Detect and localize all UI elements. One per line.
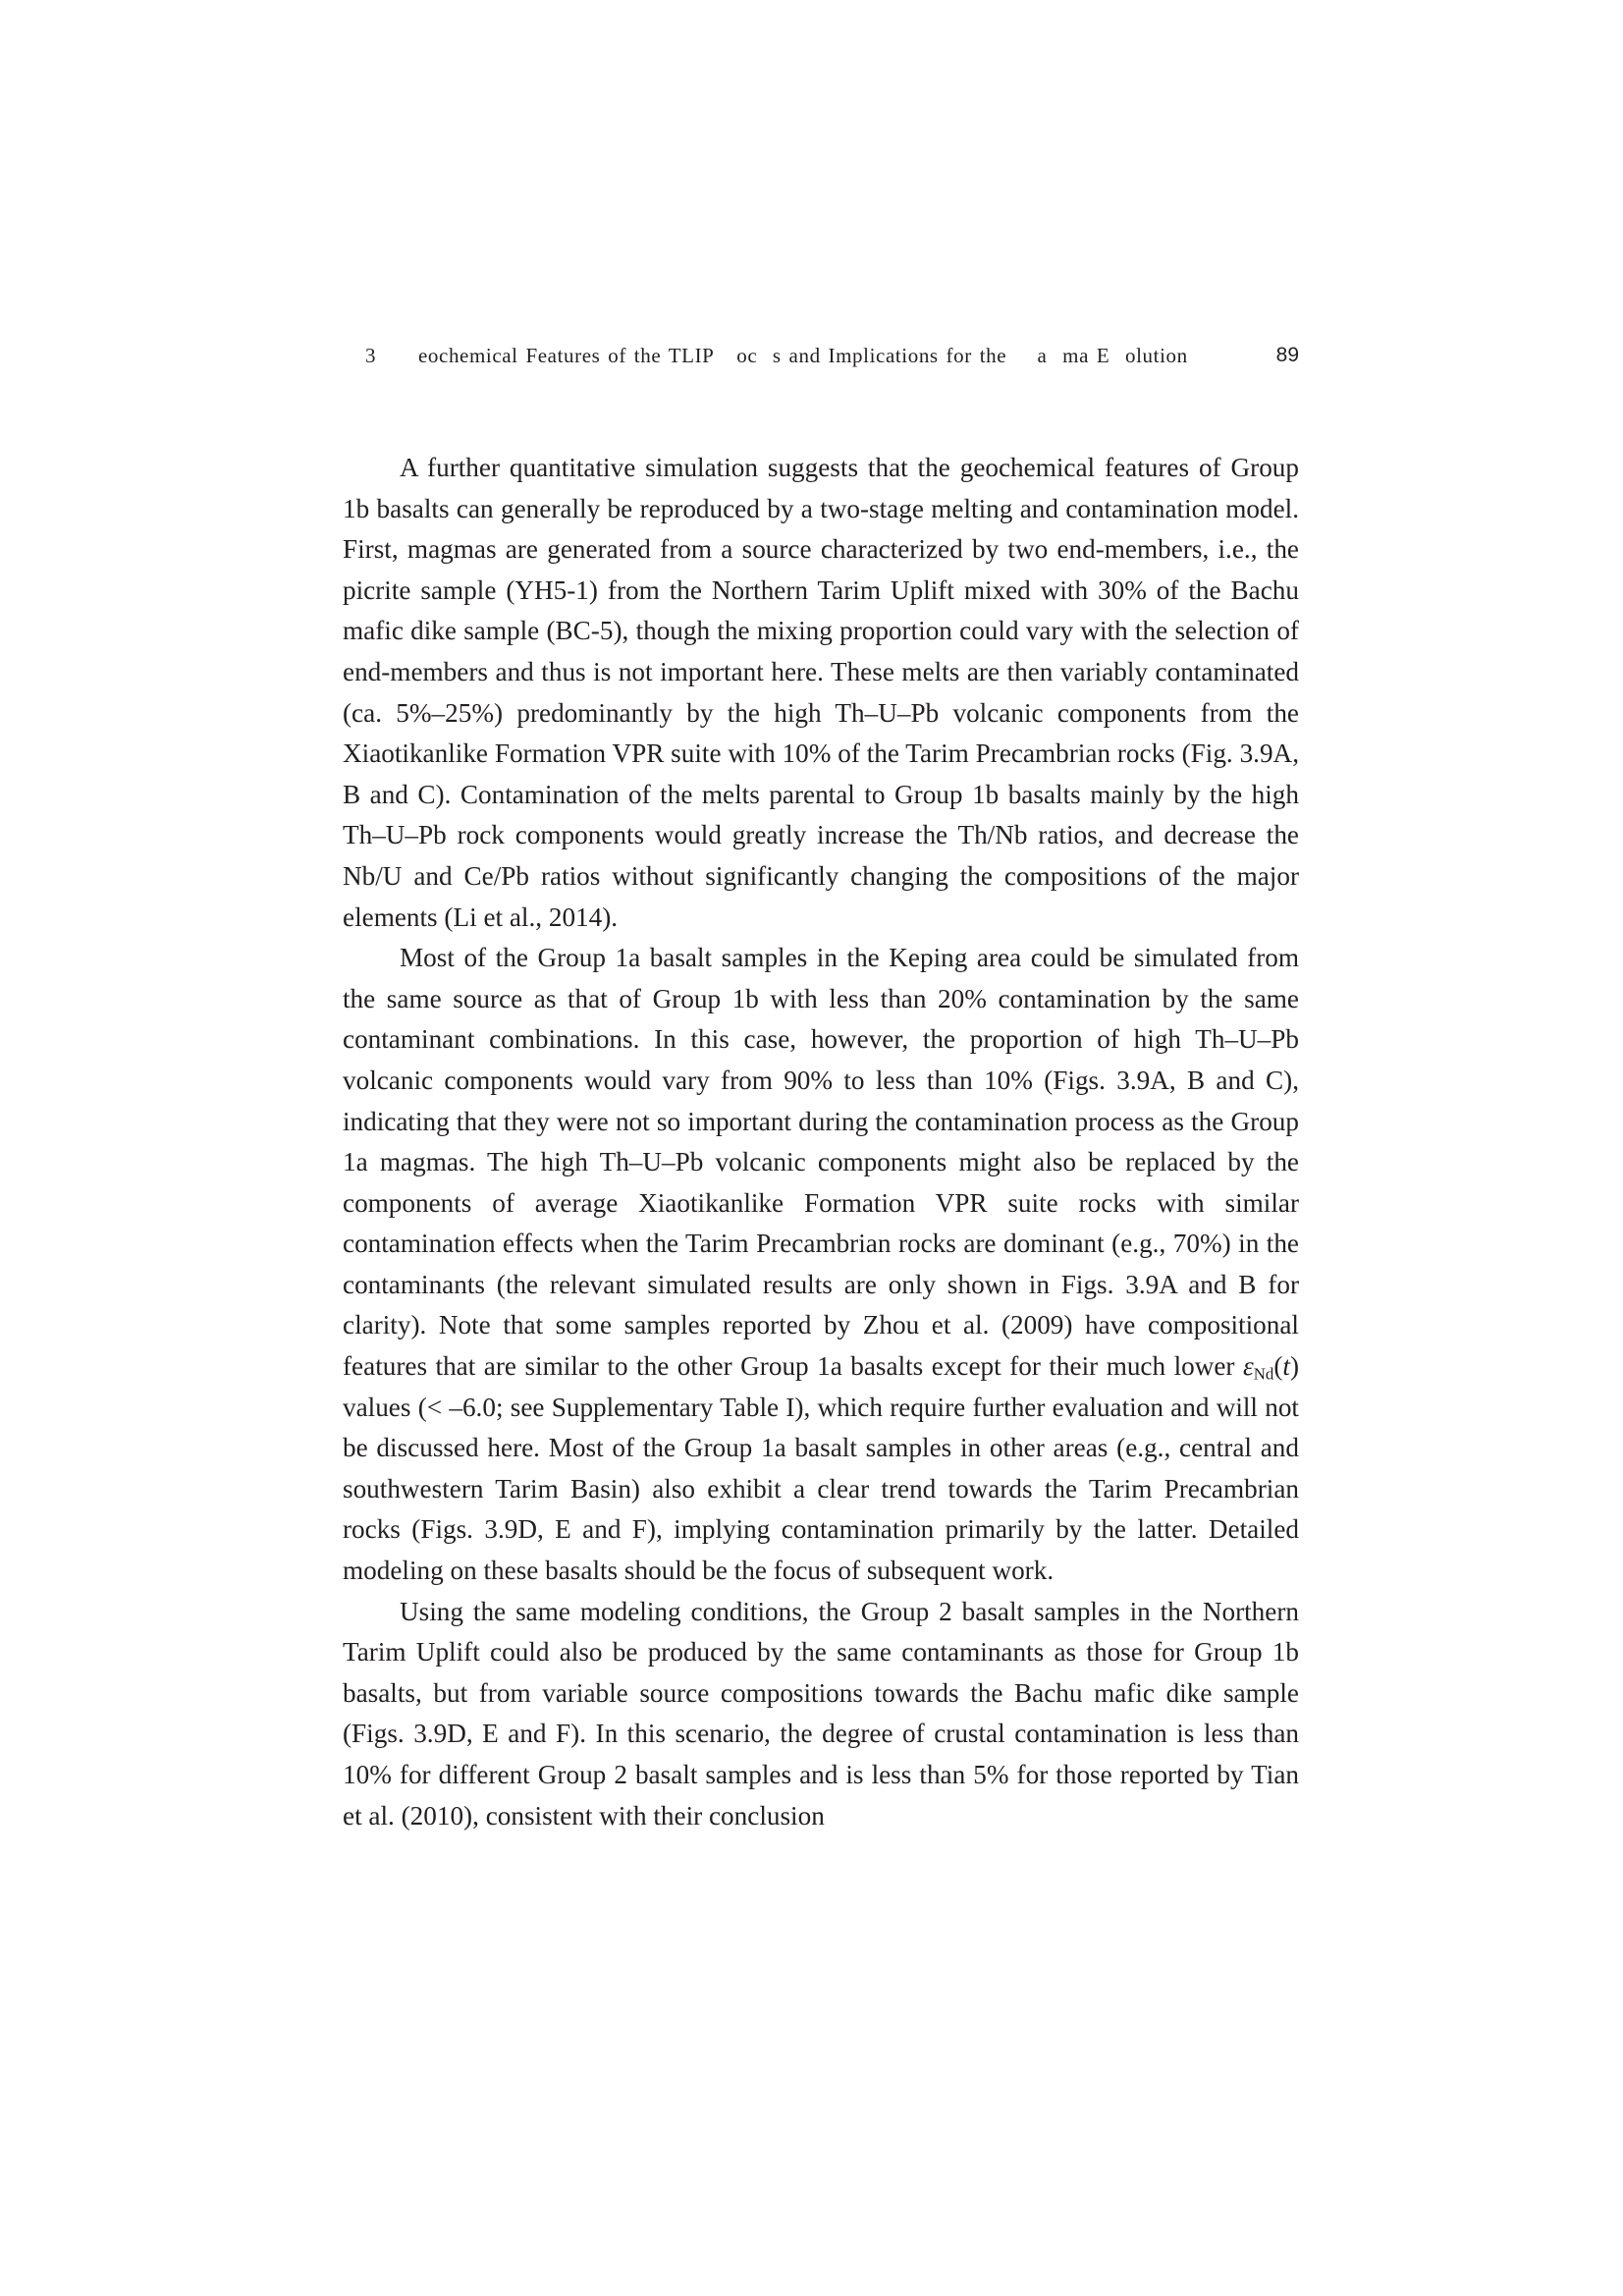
close-paren: ) <box>1289 1351 1299 1382</box>
chapter-number: 3 <box>365 344 376 367</box>
paragraph-group-1a <box>343 938 1299 1592</box>
paragraph-text-segment: Most of the Group 1a basalt samples in the Keping area could be simulated from the same source as that of Group 1b with less than 20% contamination by the same contaminant combinations. In this case, however, the proportion of high Th–U–Pb volcanic components would vary from 90% to less than 10% (Figs. 3.9A, B and C), indicating that they were not so important during the contamination process as the Group 1a magmas. The high Th–U–Pb volcanic components might also be replaced by the components of average Xiaotikanlike Formation VPR suite rocks with similar contamination effects when the Tarim Precambrian rocks are dominant (e.g., 70%) in the contaminants (the relevant simulated results are only shown in Figs. 3.9A and B for clarity). Note that some samples reported by Zhou et al. (2009) have compositional features that are similar to the other Group 1a basalts except for their much lower <box>343 943 1299 1382</box>
time-variable: t <box>1282 1351 1290 1382</box>
page-number: 89 <box>1275 344 1299 366</box>
epsilon-symbol: ε <box>1242 1351 1254 1382</box>
body-text <box>343 448 1299 1836</box>
paragraph-group-2: Using the same modeling conditions, the Group 2 basalt samples in the Northern Tarim Uplift could also be produced by the same contaminants as those for Group 1b basalts, but from variable source compositions towards the Bachu mafic dike sample (Figs. 3.9D, E and F). In this scenario, the degree of crustal contamination is less than 10% for different Group 2 basalt samples and is less than 5% for those reported by Tian et al. (2010), consistent with their conclusion <box>343 1596 1299 1831</box>
nd-subscript: Nd <box>1253 1364 1274 1384</box>
paragraph-simulation-model: A further quantitative simulation suggests that the geochemical features of Group 1b basalts can generally be reproduced by a two-stage melting and contamination model. First, magmas are generated from a source characterized by two end-members, i.e., the picrite sample (YH5-1) from the Northern Tarim Uplift mixed with 30% of the Bachu mafic dike sample (BC-5), though the mixing proportion could vary with the selection of end-members and thus is not important here. These melts are then variably contaminated (ca. 5%–25%) predominantly by the high Th–U–Pb volcanic components from the Xiaotikanlike Formation VPR suite with 10% of the Tarim Precambrian rocks (Fig. 3.9A, B and C). Contamination of the melts parental to Group 1b basalts mainly by the high Th–U–Pb rock components would greatly increase the Th/Nb ratios, and decrease the Nb/U and Ce/Pb ratios without significantly changing the compositions of the major elements (Li et al., 2014). <box>343 453 1299 932</box>
open-paren: ( <box>1273 1351 1283 1382</box>
paragraph-text-segment: values (< –6.0; see Supplementary Table I), which require further evaluation and will not be discussed here. Most of the Group 1a basalt samples in other areas (e.g., central and southwestern Tarim Basin) also exhibit a clear trend towards the Tarim Precambrian rocks (Figs. 3.9D, E and F), implying contamination primarily by the latter. Detailed modeling on these basalts should be the focus of subsequent work. <box>343 1392 1299 1586</box>
running-head <box>365 341 1299 370</box>
chapter-title: eochemical Features of the TLIP oc s and Implications for the a ma E olution <box>418 344 1188 367</box>
